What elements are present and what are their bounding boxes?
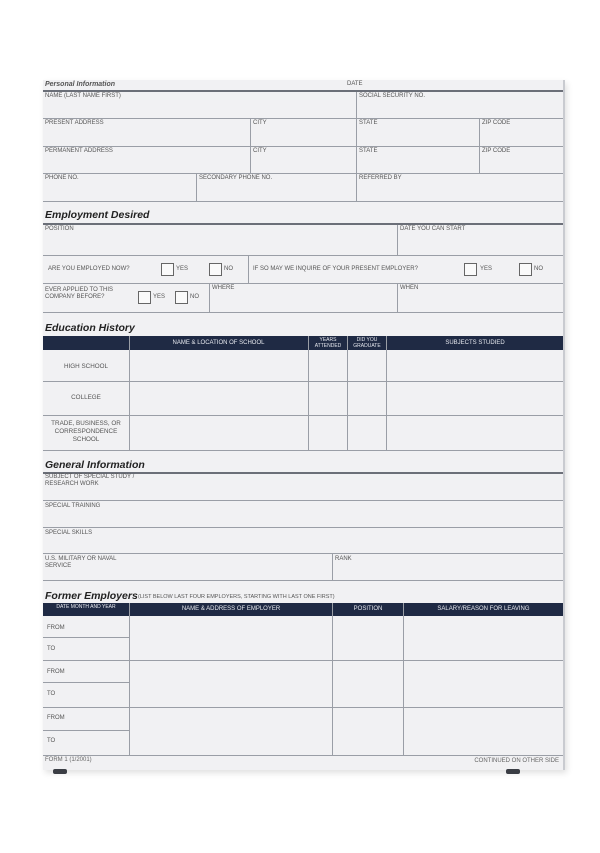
line	[43, 637, 129, 638]
former-header-position: POSITION	[353, 606, 383, 612]
phone-label: PHONE NO.	[45, 175, 79, 181]
line	[43, 381, 563, 382]
divider	[196, 173, 197, 201]
line	[43, 707, 563, 708]
divider	[386, 336, 387, 450]
state-label-2: STATE	[359, 148, 378, 154]
foot-right	[506, 769, 520, 774]
yes-label: YES	[176, 266, 189, 272]
education-header-band	[43, 336, 563, 350]
line	[43, 755, 563, 756]
line	[43, 255, 563, 256]
to-label-1: TO	[47, 646, 56, 652]
rule-employment	[43, 223, 563, 225]
divider	[397, 283, 398, 312]
no-label-2: NO	[534, 266, 543, 272]
inquire-yes-checkbox[interactable]	[464, 263, 477, 276]
no-label-3: NO	[190, 294, 199, 300]
divider	[250, 118, 251, 146]
inquire-no-checkbox[interactable]	[519, 263, 532, 276]
former-header-band	[43, 603, 563, 616]
divider	[356, 118, 357, 146]
zip-label: ZIP CODE	[482, 120, 511, 126]
date-label: DATE	[347, 81, 363, 87]
employment-title: Employment Desired	[45, 209, 150, 221]
where-label: WHERE	[212, 285, 235, 291]
referred-label: REFERRED BY	[359, 175, 402, 181]
military-label: U.S. MILITARY OR NAVAL SERVICE	[45, 556, 117, 569]
inquire-label: IF SO MAY WE INQUIRE OF YOUR PRESENT EMPLOYER?	[253, 266, 418, 272]
divider	[356, 173, 357, 201]
applied-no-checkbox[interactable]	[175, 291, 188, 304]
from-label-3: FROM	[47, 715, 65, 721]
foot-left	[53, 769, 67, 774]
ssn-label: SOCIAL SECURITY NO.	[359, 93, 426, 99]
line	[43, 201, 563, 202]
applied-yes-checkbox[interactable]	[138, 291, 151, 304]
to-label-3: TO	[47, 738, 56, 744]
line	[43, 283, 563, 284]
state-label: STATE	[359, 120, 378, 126]
former-header-employer: NAME & ADDRESS OF EMPLOYER	[181, 606, 281, 612]
former-note: (LIST BELOW LAST FOUR EMPLOYERS, STARTING WITH LAST ONE FIRST)	[138, 594, 335, 600]
when-label: WHEN	[400, 285, 419, 291]
edu-header-subjects: SUBJECTS STUDIED	[445, 340, 505, 346]
divider	[332, 603, 333, 755]
divider	[479, 118, 480, 146]
position-label: POSITION	[45, 226, 74, 232]
general-title: General Information	[45, 459, 145, 471]
edu-row-highschool: HIGH SCHOOL	[63, 363, 109, 370]
line	[43, 500, 563, 501]
city-label-2: CITY	[253, 148, 267, 154]
start-date-label: DATE YOU CAN START	[400, 226, 466, 232]
edu-header-school: NAME & LOCATION OF SCHOOL	[172, 340, 265, 346]
business-phone-label: SECONDARY PHONE NO.	[199, 175, 273, 181]
line	[43, 527, 563, 528]
divider	[356, 92, 357, 118]
from-label-2: FROM	[47, 669, 65, 675]
rule-personal	[43, 90, 563, 92]
yes-label-3: YES	[153, 294, 166, 300]
former-header-salary: SALARY/REASON FOR LEAVING	[437, 606, 530, 612]
edu-row-college: COLLEGE	[71, 394, 101, 401]
line	[43, 553, 563, 554]
former-title: Former Employers	[45, 590, 138, 602]
special-skills-label: SPECIAL SKILLS	[45, 530, 93, 536]
line	[43, 730, 129, 731]
employed-yes-checkbox[interactable]	[161, 263, 174, 276]
no-label: NO	[224, 266, 233, 272]
line	[43, 450, 563, 451]
special-study-label: SUBJECT OF SPECIAL STUDY / RESEARCH WORK	[45, 474, 135, 487]
edu-row-trade: TRADE, BUSINESS, OR CORRESPONDENCE SCHOOL	[51, 420, 121, 443]
divider	[250, 146, 251, 173]
zip-label-2: ZIP CODE	[482, 148, 511, 154]
divider	[308, 336, 309, 450]
rank-label: RANK	[335, 556, 352, 562]
continued-note: CONTINUED ON OTHER SIDE	[474, 758, 559, 764]
employed-now-label: ARE YOU EMPLOYED NOW?	[48, 266, 130, 272]
line	[43, 580, 563, 581]
from-label-1: FROM	[47, 625, 65, 631]
divider	[129, 603, 130, 755]
edu-header-years: YEARS ATTENDED	[314, 337, 342, 349]
line	[43, 660, 563, 661]
line	[43, 146, 563, 147]
permanent-address-label: PERMANENT ADDRESS	[45, 148, 113, 154]
divider	[129, 336, 130, 450]
yes-label-2: YES	[480, 266, 493, 272]
line	[43, 118, 563, 119]
divider	[209, 283, 210, 312]
personal-title: Personal Information	[45, 81, 116, 88]
divider	[248, 255, 249, 283]
divider	[397, 225, 398, 255]
edu-header-graduate: DID YOU GRADUATE	[353, 337, 381, 349]
line	[43, 173, 563, 174]
city-label: CITY	[253, 120, 267, 126]
line	[43, 682, 129, 683]
divider	[356, 146, 357, 173]
education-title: Education History	[45, 322, 135, 334]
name-label: NAME (LAST NAME FIRST)	[45, 93, 121, 99]
line	[43, 312, 563, 313]
present-address-label: PRESENT ADDRESS	[45, 120, 104, 126]
employed-no-checkbox[interactable]	[209, 263, 222, 276]
divider	[332, 553, 333, 580]
to-label-2: TO	[47, 691, 56, 697]
divider	[403, 603, 404, 755]
divider	[479, 146, 480, 173]
line	[43, 415, 563, 416]
former-header-date: DATE MONTH AND YEAR	[56, 604, 116, 610]
divider	[347, 336, 348, 450]
special-training-label: SPECIAL TRAINING	[45, 503, 101, 509]
form-number: FORM 1 (1/2001)	[45, 757, 92, 763]
applied-before-label: EVER APPLIED TO THIS COMPANY BEFORE?	[45, 287, 114, 300]
application-form	[43, 80, 565, 770]
